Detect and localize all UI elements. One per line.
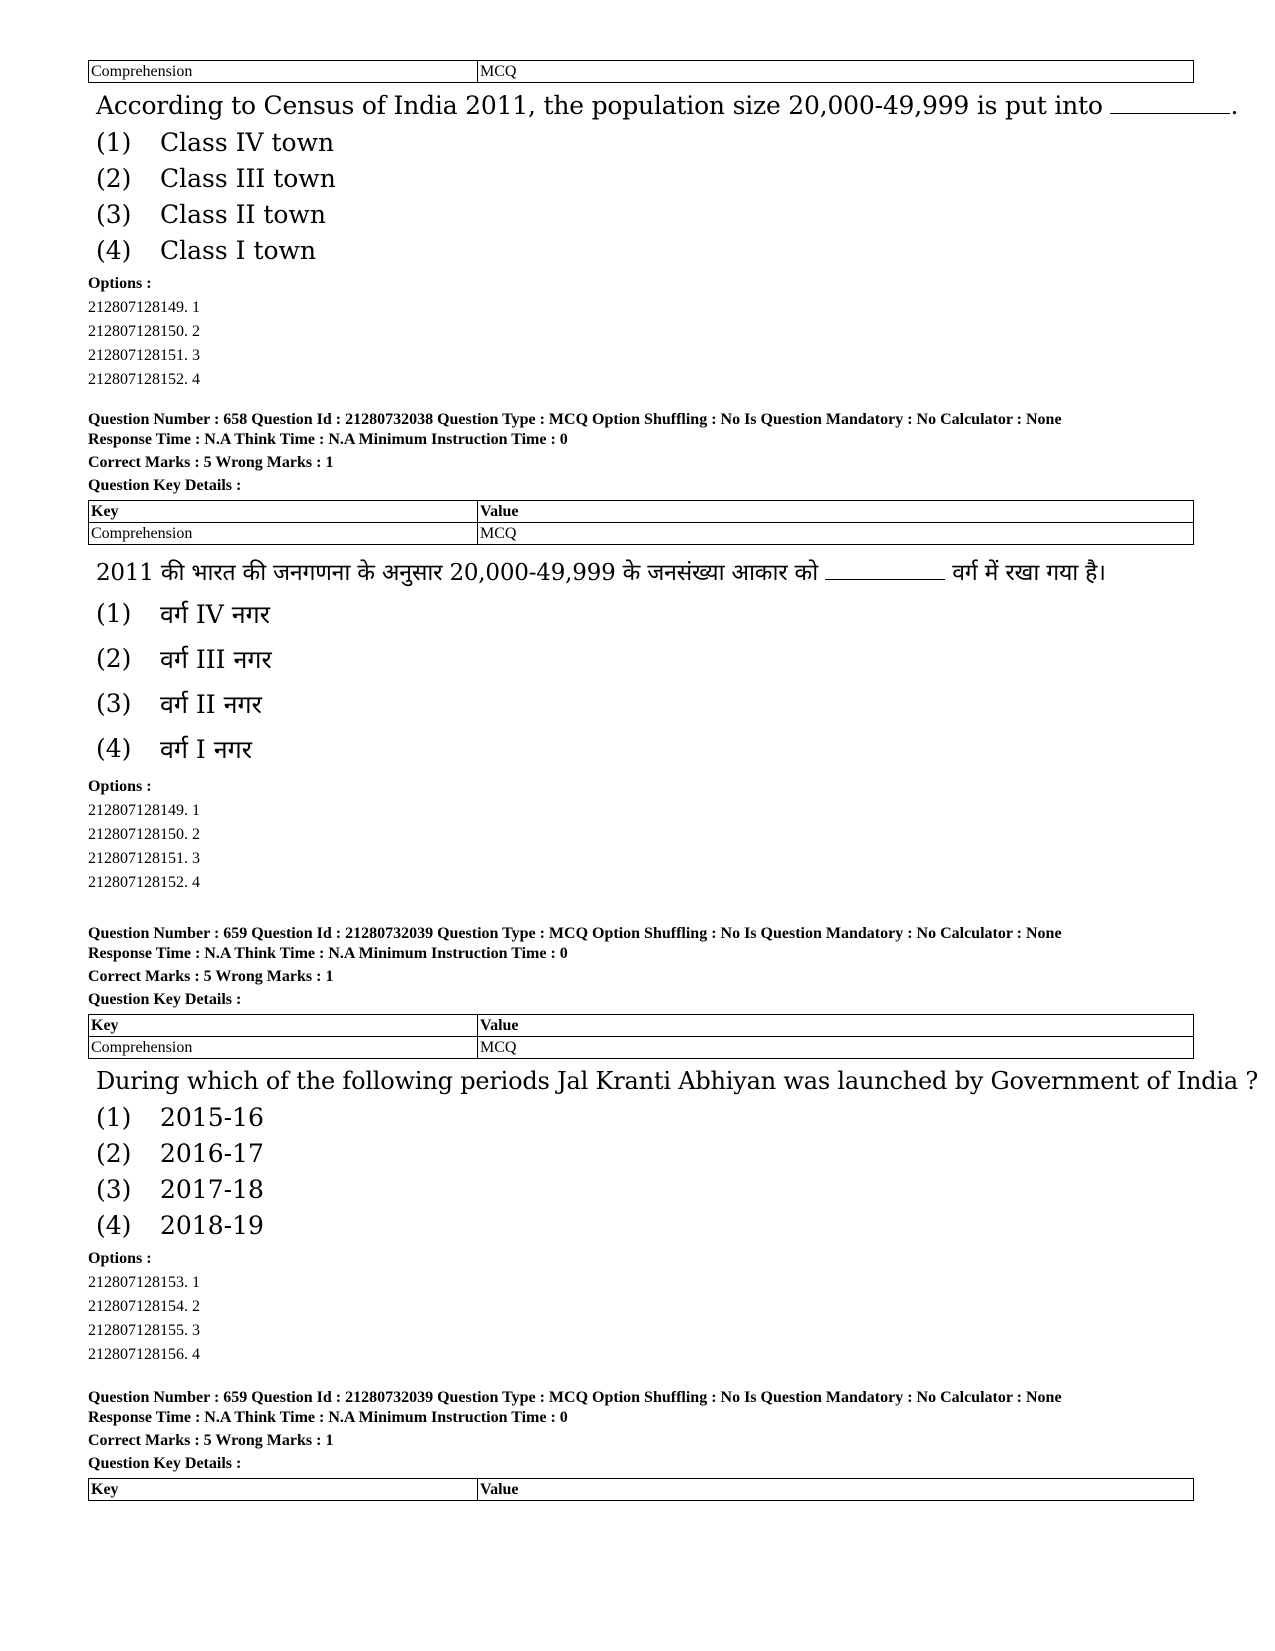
answer-option bbox=[96, 1135, 1198, 1171]
option-id: 212807128154. 2 bbox=[88, 1298, 200, 1315]
option-id-list bbox=[88, 272, 1198, 392]
question-text-after: . bbox=[1230, 91, 1239, 120]
answer-option bbox=[96, 726, 1198, 771]
key-details-table bbox=[88, 1478, 1194, 1501]
question-meta-line: Response Time : N.A Think Time : N.A Minimum Instruction Time : 0 bbox=[88, 431, 568, 448]
table-header-value: Value bbox=[478, 1479, 1194, 1501]
option-id: 212807128152. 4 bbox=[88, 874, 200, 891]
option-label: 2016-17 bbox=[160, 1138, 264, 1168]
marks-line: Correct Marks : 5 Wrong Marks : 1 bbox=[88, 454, 334, 471]
option-number: (2) bbox=[96, 163, 132, 193]
option-number: (1) bbox=[96, 127, 132, 157]
option-id-list bbox=[88, 775, 1198, 895]
option-label: Class IV town bbox=[160, 127, 335, 157]
question-meta-line: Question Number : 659 Question Id : 21280732039 Question Type : MCQ Option Shuffling : No Is Question Mandatory : No Calculator : None bbox=[88, 925, 1062, 942]
options-heading: Options : bbox=[88, 778, 152, 795]
question-block-3 bbox=[88, 924, 1259, 1367]
option-label: 2018-19 bbox=[160, 1210, 264, 1240]
answer-option bbox=[96, 1099, 1198, 1135]
answer-option bbox=[96, 591, 1198, 636]
answer-option bbox=[96, 636, 1198, 681]
option-number: (4) bbox=[96, 734, 132, 763]
question-text-after: वर्ग में रखा गया है। bbox=[952, 560, 1106, 586]
option-number: (4) bbox=[96, 1210, 132, 1240]
table-row bbox=[89, 61, 1194, 83]
table-header-row bbox=[89, 1015, 1194, 1037]
question-meta-line: Response Time : N.A Think Time : N.A Minimum Instruction Time : 0 bbox=[88, 945, 568, 962]
option-label: वर्ग III नगर bbox=[160, 644, 272, 674]
table-value-cell: MCQ bbox=[478, 523, 1194, 545]
answer-blank bbox=[825, 559, 945, 580]
option-id: 212807128156. 4 bbox=[88, 1346, 200, 1363]
key-details-table bbox=[88, 500, 1194, 545]
option-number: (3) bbox=[96, 1174, 132, 1204]
option-id: 212807128153. 1 bbox=[88, 1274, 200, 1291]
option-label: 2015-16 bbox=[160, 1102, 264, 1132]
table-header-key: Key bbox=[89, 1479, 478, 1501]
question-meta-line: Question Number : 658 Question Id : 21280732038 Question Type : MCQ Option Shuffling : No Is Question Mandatory : No Calculator : None bbox=[88, 411, 1062, 428]
answer-option bbox=[96, 124, 1198, 160]
option-label: Class III town bbox=[160, 163, 336, 193]
option-number: (3) bbox=[96, 689, 132, 718]
answer-options bbox=[88, 124, 1198, 268]
option-label: वर्ग I नगर bbox=[160, 734, 252, 764]
option-number: (2) bbox=[96, 1138, 132, 1168]
table-key-cell: Comprehension bbox=[89, 523, 478, 545]
table-row bbox=[89, 1037, 1194, 1059]
option-label: Class II town bbox=[160, 199, 326, 229]
option-id: 212807128152. 4 bbox=[88, 371, 200, 388]
option-label: Class I town bbox=[160, 235, 317, 265]
option-id: 212807128150. 2 bbox=[88, 826, 200, 843]
marks-line: Correct Marks : 5 Wrong Marks : 1 bbox=[88, 968, 334, 985]
options-heading: Options : bbox=[88, 275, 152, 292]
key-details-heading: Question Key Details : bbox=[88, 477, 242, 494]
question-text-before: 2011 की भारत की जनगणना के अनुसार 20,000-49,999 के जनसंख्या आकार को bbox=[96, 560, 818, 586]
answer-blank bbox=[1110, 93, 1230, 114]
option-id: 212807128149. 1 bbox=[88, 802, 200, 819]
question-block-2 bbox=[88, 410, 1198, 895]
option-number: (3) bbox=[96, 199, 132, 229]
table-header-value: Value bbox=[478, 501, 1194, 523]
answer-options bbox=[88, 591, 1198, 771]
option-id: 212807128150. 2 bbox=[88, 323, 200, 340]
question-text-before: According to Census of India 2011, the population size 20,000-49,999 is put into bbox=[96, 91, 1103, 120]
option-id: 212807128151. 3 bbox=[88, 850, 200, 867]
answer-option bbox=[96, 160, 1198, 196]
table-header-key: Key bbox=[89, 1015, 478, 1037]
table-key-cell: Comprehension bbox=[89, 61, 478, 83]
question-text bbox=[96, 555, 1198, 587]
question-meta-line: Question Number : 659 Question Id : 21280732039 Question Type : MCQ Option Shuffling : No Is Question Mandatory : No Calculator : None bbox=[88, 1389, 1062, 1406]
option-number: (1) bbox=[96, 599, 132, 628]
key-details-heading: Question Key Details : bbox=[88, 991, 242, 1008]
option-label: 2017-18 bbox=[160, 1174, 264, 1204]
answer-option bbox=[96, 196, 1198, 232]
question-block-4 bbox=[88, 1388, 1198, 1501]
key-details-table bbox=[88, 1014, 1194, 1059]
answer-option bbox=[96, 681, 1198, 726]
answer-options bbox=[88, 1099, 1198, 1243]
marks-line: Correct Marks : 5 Wrong Marks : 1 bbox=[88, 1432, 334, 1449]
question-block-1 bbox=[88, 60, 1239, 392]
table-key-cell: Comprehension bbox=[89, 1037, 478, 1059]
option-number: (2) bbox=[96, 644, 132, 673]
table-value-cell: MCQ bbox=[478, 1037, 1194, 1059]
table-value-cell: MCQ bbox=[478, 61, 1194, 83]
option-id: 212807128151. 3 bbox=[88, 347, 200, 364]
table-header-value: Value bbox=[478, 1015, 1194, 1037]
options-heading: Options : bbox=[88, 1250, 152, 1267]
answer-option bbox=[96, 1207, 1198, 1243]
table-header-row bbox=[89, 1479, 1194, 1501]
option-number: (1) bbox=[96, 1102, 132, 1132]
key-details-table bbox=[88, 60, 1194, 83]
question-meta-line: Response Time : N.A Think Time : N.A Minimum Instruction Time : 0 bbox=[88, 1409, 568, 1426]
table-header-key: Key bbox=[89, 501, 478, 523]
option-label: वर्ग II नगर bbox=[160, 689, 262, 719]
answer-option bbox=[96, 232, 1198, 268]
option-number: (4) bbox=[96, 235, 132, 265]
table-header-row bbox=[89, 501, 1194, 523]
option-id: 212807128155. 3 bbox=[88, 1322, 200, 1339]
answer-option bbox=[96, 1171, 1198, 1207]
question-text: During which of the following periods Jal Kranti Abhiyan was launched by Government of India ? bbox=[96, 1067, 1259, 1095]
option-label: वर्ग IV नगर bbox=[160, 599, 270, 629]
key-details-heading: Question Key Details : bbox=[88, 1455, 242, 1472]
question-text bbox=[96, 91, 1239, 120]
option-id: 212807128149. 1 bbox=[88, 299, 200, 316]
option-id-list bbox=[88, 1247, 1198, 1367]
table-row bbox=[89, 523, 1194, 545]
